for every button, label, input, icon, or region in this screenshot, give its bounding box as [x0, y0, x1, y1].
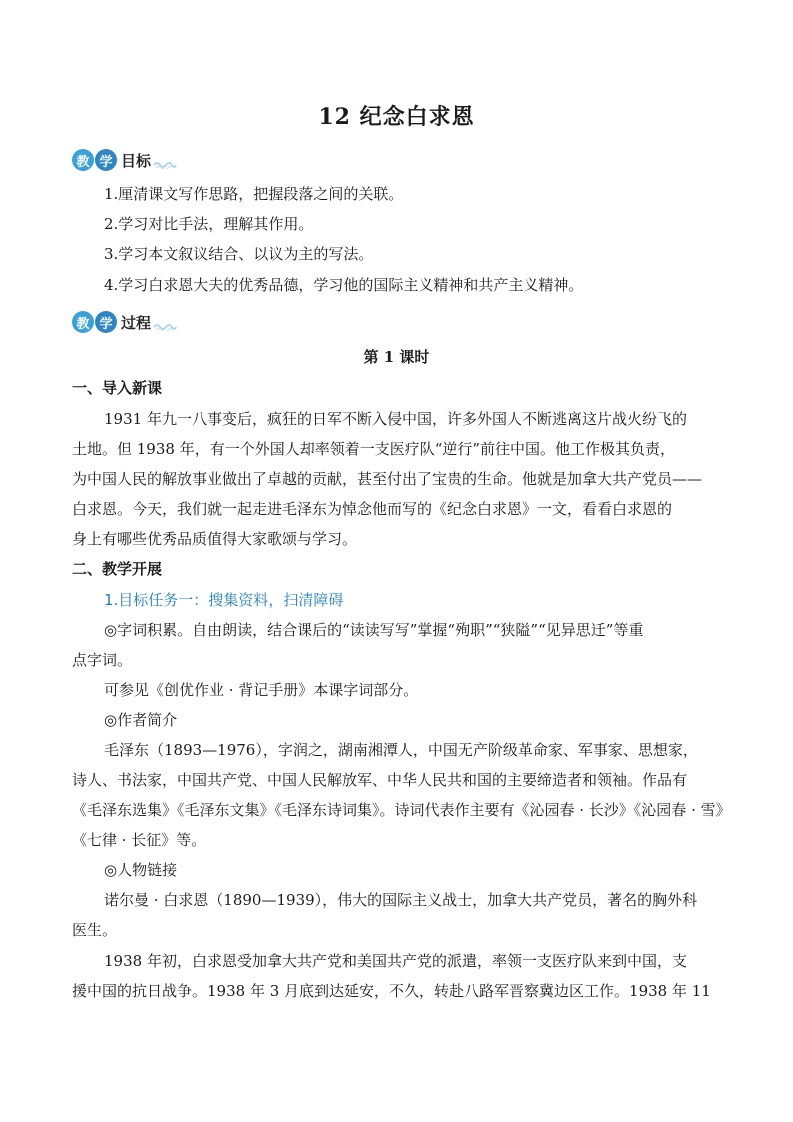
badge-label: 目标: [121, 151, 152, 170]
paragraph-line: 点字词。: [72, 651, 133, 669]
goal-item: 1.厘清课文写作思路，把握段落之间的关联。: [104, 185, 404, 203]
badge-circle-1: 教: [72, 311, 94, 333]
wave-decoration-icon: [153, 159, 177, 169]
lesson-title: 第 1 课时: [363, 348, 430, 366]
paragraph-line: 《七律 · 长征》等。: [72, 831, 207, 849]
paragraph-line: 白求恩。今天，我们就一起走进毛泽东为悼念他而写的《纪念白求恩》一文，看看白求恩的: [72, 500, 673, 518]
badge-circle-2: 学: [95, 149, 117, 171]
author-heading: ◎作者简介: [104, 711, 178, 729]
badge-label: 过程: [121, 313, 152, 332]
section-heading-intro: 一、导入新课: [72, 379, 163, 397]
paragraph-line: 援中国的抗日战争。1938 年 3 月底到达延安，不久，转赴八路军晋察冀边区工作。1938 年 11: [72, 982, 711, 1000]
teaching-process-badge: [72, 308, 177, 336]
paragraph-line: 1938 年初，白求恩受加拿大共产党和美国共产党的派遣，率领一支医疗队来到中国，支: [104, 952, 687, 970]
task-heading: 1.目标任务一：搜集资料，扫清障碍: [104, 591, 344, 609]
badge-circle-1: 教: [72, 149, 94, 171]
teaching-goals-badge: [72, 146, 177, 174]
reference-line: 可参见《创优作业 · 背记手册》本课字词部分。: [104, 681, 419, 699]
goal-item: 3.学习本文叙议结合、以议为主的写法。: [104, 245, 374, 263]
page-title: 12 纪念白求恩: [318, 104, 475, 130]
paragraph-line: 毛泽东（1893—1976），字润之，湖南湘潭人，中国无产阶级革命家、军事家、思想家，: [104, 741, 698, 759]
section-heading-teaching: 二、教学开展: [72, 560, 163, 578]
paragraph-line: 身上有哪些优秀品质值得大家歌颂与学习。: [72, 530, 358, 548]
wave-decoration-icon: [153, 321, 177, 331]
paragraph-line: 诗人、书法家，中国共产党、中国人民解放军、中华人民共和国的主要缔造者和领袖。作品有: [72, 771, 688, 789]
paragraph-line: 诺尔曼 · 白求恩（1890—1939），伟大的国际主义战士，加拿大共产党员，著名的胸外科: [104, 891, 698, 909]
goal-item: 4.学习白求恩大夫的优秀品德，学习他的国际主义精神和共产主义精神。: [104, 276, 584, 294]
paragraph-line: 土地。但 1938 年，有一个外国人却率领着一支医疗队“逆行”前往中国。他工作极其负责，: [72, 440, 676, 458]
paragraph-line: ◎字词积累。自由朗读，结合课后的“读读写写”掌握“殉职”“狭隘”“见异思迁”等重: [104, 621, 644, 639]
paragraph-line: 医生。: [72, 921, 118, 939]
paragraph-line: 为中国人民的解放事业做出了卓越的贡献，甚至付出了宝贵的生命。他就是加拿大共产党员——: [72, 470, 703, 488]
paragraph-line: 1931 年九一八事变后，疯狂的日军不断入侵中国，许多外国人不断逃离这片战火纷飞的: [104, 410, 687, 428]
badge-circle-2: 学: [95, 311, 117, 333]
person-heading: ◎人物链接: [104, 861, 178, 879]
paragraph-line: 《毛泽东选集》《毛泽东文集》《毛泽东诗词集》。诗词代表作主要有《沁园春 · 长沙》《沁园春 · 雪》: [72, 801, 731, 819]
goal-item: 2.学习对比手法，理解其作用。: [104, 215, 314, 233]
